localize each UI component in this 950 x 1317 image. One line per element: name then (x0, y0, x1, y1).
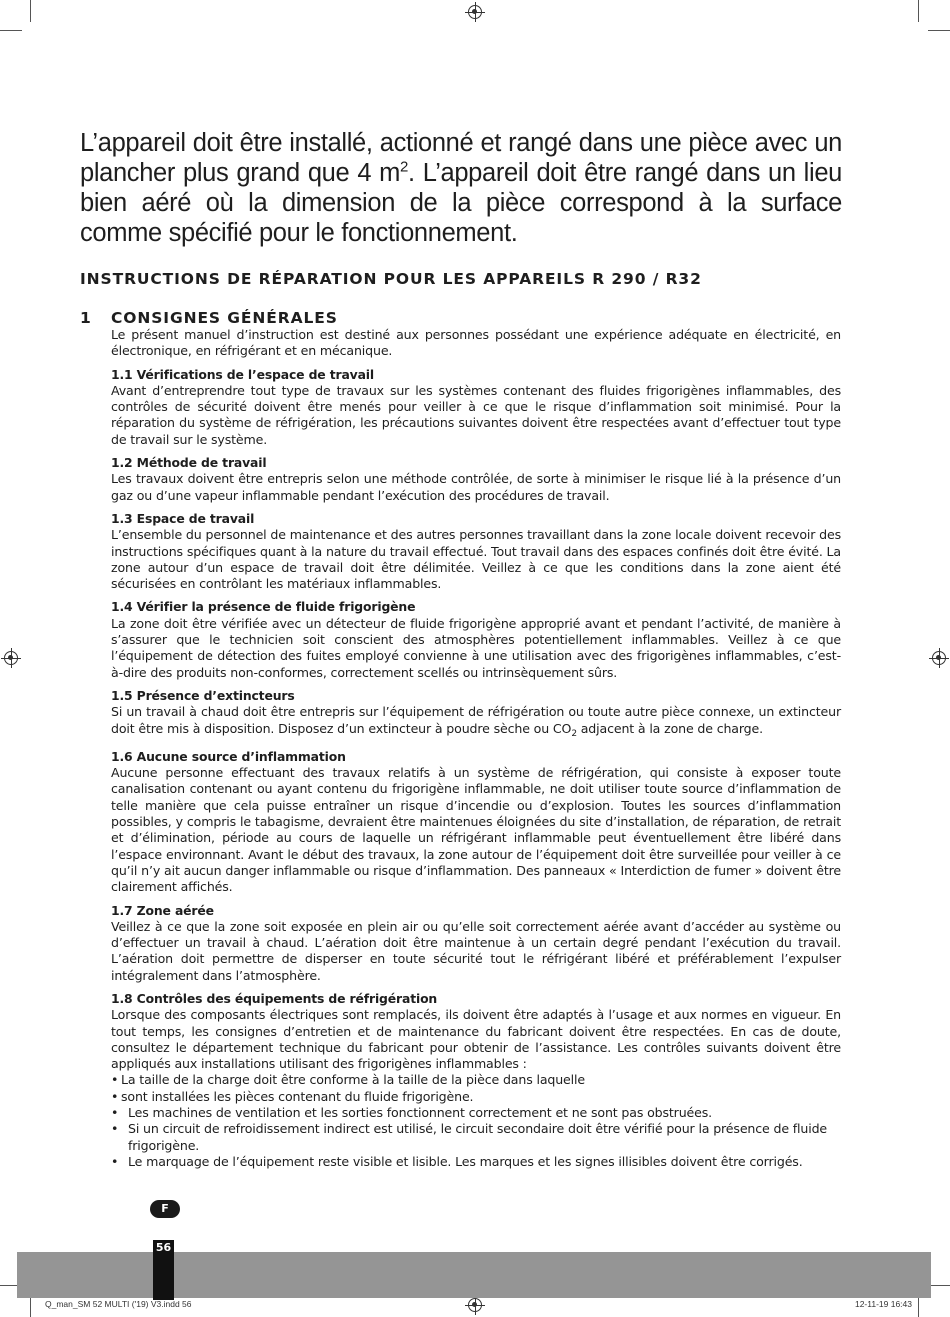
subsection-1-6 (111, 749, 841, 896)
subsection-1-1 (111, 367, 841, 448)
list-item: • Les machines de ventilation et les sorties fonctionnent correctement et ne sont pas obstruées. (111, 1105, 841, 1121)
subsection-text: Veillez à ce que la zone soit exposée en plein air ou qu’elle soit correctement aérée avant d’accéder au système ou d’effectuer un travail à chaud. L’aération doit être maintenue à un certain degré pendant l’exécution du travail. L’aération doit permettre de disperser en toute sécurité tout le réfrigérant libéré et préférablement l’expulser intégralement dans l’atmosphère. (111, 918, 841, 983)
subsection-1-7 (111, 903, 841, 984)
subsection-text: Aucune personne effectuant des travaux relatifs à un système de réfrigération, qui consiste à exposer toute canalisation contenant ou ayant contenu du frigorigène inflammable, ne doit utiliser toute source d’inflammation de telle manière que cela puisse entraîner un risque d’incendie ou d’explosion. Toutes les sources d’inflammation possibles, y compris le tabagisme, devraient être maintenues éloignées du site d’installation, de réparation, de retrait et d’élimination, période au cours de laquelle un réfrigérant inflammable peut éventuellement être libéré dans l’espace environnant. Avant le début des travaux, la zone autour de l’équipement doit être surveillée pour veiller à ce qu’il n’y ait aucun danger inflammable ou risque d’inflammation. Des panneaux « Interdiction de fumer » doivent être clairement affichés. (111, 765, 841, 895)
section-intro: Le présent manuel d’instruction est destiné aux personnes possédant une expérience adéquate en électricité, en électronique, en réfrigérant et en mécanique. (111, 327, 841, 359)
subsection-title: 1.5 Présence d’extincteurs (111, 687, 295, 703)
registration-mark-icon (468, 1298, 482, 1312)
checklist (111, 1072, 841, 1170)
subsection-title: 1.8 Contrôles des équipements de réfrigération (111, 990, 438, 1006)
subsection-title: 1.6 Aucune source d’inflammation (111, 748, 346, 764)
page-number: 56 (155, 1241, 172, 1254)
subsection-1-3 (111, 511, 841, 592)
crop-mark (918, 1295, 919, 1317)
subsection-text: Si un travail à chaud doit être entrepris sur l’équipement de réfrigération ou toute autre pièce connexe, un extincteur doit être mis à disposition. Disposez d’un extincteur à poudre sèche ou $CO_2$ adjacent à la zone de charge. (111, 704, 841, 739)
crop-mark (0, 30, 22, 31)
subsection-title: 1.1 Vérifications de l’espace de travail (111, 366, 374, 382)
slug-file: Q_man_SM 52 MULTI ('19) V3.indd 56 (45, 1299, 192, 1309)
subsection-title: 1.7 Zone aérée (111, 902, 214, 918)
list-item: • La taille de la charge doit être conforme à la taille de la pièce dans laquelle (111, 1072, 841, 1088)
superscript: 2 (400, 158, 409, 176)
subscript: 2 (571, 728, 577, 739)
section-title: CONSIGNES GÉNÉRALES (111, 309, 338, 327)
subsection-title: 1.4 Vérifier la présence de fluide frigorigène (111, 599, 416, 615)
subsection-1-4 (111, 599, 841, 680)
list-item: • Si un circuit de refroidissement indirect est utilisé, le circuit secondaire doit être vérifié pour la présence de fluide frigorigène. (111, 1121, 841, 1154)
section-heading (80, 309, 338, 327)
section-body (111, 327, 841, 1170)
subsection-text: La zone doit être vérifiée avec un détecteur de fluide frigorigène approprié avant et pendant l’activité, de manière à s’assurer que le technicien soit conscient des atmosphères potentiellement inflammables. Veillez à ce que l’équipement de détection des fuites employé convienne à une utilisation avec des frigorigènes inflammables, c’est-à-dire des produits non-conformes, correctement scellés ou intrinsèquement sûrs. (111, 615, 841, 680)
main-heading: INSTRUCTIONS DE RÉPARATION POUR LES APPAREILS R 290 / R32 (80, 270, 702, 288)
subsection-text: Avant d’entreprendre tout type de travaux sur les systèmes contenant des fluides frigorigènes inflammables, des contrôles de sécurité doivent être menés pour veiller à ce que le risque d’inflammation soit minimisé. Pour la réparation du système de réfrigération, les précautions suivantes doivent être respectées avant d’effectuer tout type de travail sur le système. (111, 382, 841, 447)
subsection-text: Les travaux doivent être entrepris selon une méthode contrôlée, de sorte à minimiser le risque lié à la présence d’un gaz ou d’une vapeur inflammable pendant l’exécution des procédures de travail. (111, 471, 841, 503)
intro-paragraph: L’appareil doit être installé, actionné et rangé dans une pièce avec un plancher plus grand que 4 $m^2$. L’appareil doit être rangé dans un lieu bien aéré où la dimension de la pièce correspond à la surface comme spécifié pour le fonctionnement. (80, 129, 842, 247)
subsection-1-2 (111, 455, 841, 504)
crop-mark (918, 0, 919, 22)
crop-mark (928, 1285, 950, 1286)
registration-mark-icon (932, 651, 946, 665)
list-item: • Le marquage de l’équipement reste visible et lisible. Les marques et les signes illisibles doivent être corrigés. (111, 1154, 841, 1170)
crop-mark (30, 1295, 31, 1317)
subsection-text: Lorsque des composants électriques sont remplacés, ils doivent être adaptés à l’usage et aux normes en vigueur. En tout temps, les consignes d’entretien et de maintenance du fabricant doivent être respectées. En cas de doute, consultez le département technique du fabricant pour obtenir de l’assistance. Les contrôles suivants doivent être appliqués aux installations utilisant des frigorigènes inflammables : (111, 1007, 841, 1072)
subsection-title: 1.2 Méthode de travail (111, 455, 267, 471)
list-item: • sont installées les pièces contenant du fluide frigorigène. (111, 1089, 841, 1105)
crop-mark (928, 30, 950, 31)
registration-mark-icon (468, 5, 482, 19)
subsection-text: L’ensemble du personnel de maintenance et des autres personnes travaillant dans la zone locale doivent recevoir des instructions spécifiques quant à la nature du travail effectué. Tout travail dans des espaces confinés doit être évité. La zone autour d’un espace de travail doit être délimitée. Veillez à ce que les conditions dans la zone aient été sécurisées en contrôlant les matériaux inflammables. (111, 527, 841, 592)
registration-mark-icon (4, 651, 18, 665)
section-number: 1 (80, 309, 92, 327)
subsection-1-5 (111, 688, 841, 742)
subsection-1-8 (111, 991, 841, 1170)
slug-date: 12-11-19 16:43 (854, 1299, 912, 1309)
crop-mark (30, 0, 31, 22)
language-badge: F (150, 1200, 180, 1218)
subsection-title: 1.3 Espace de travail (111, 510, 255, 526)
